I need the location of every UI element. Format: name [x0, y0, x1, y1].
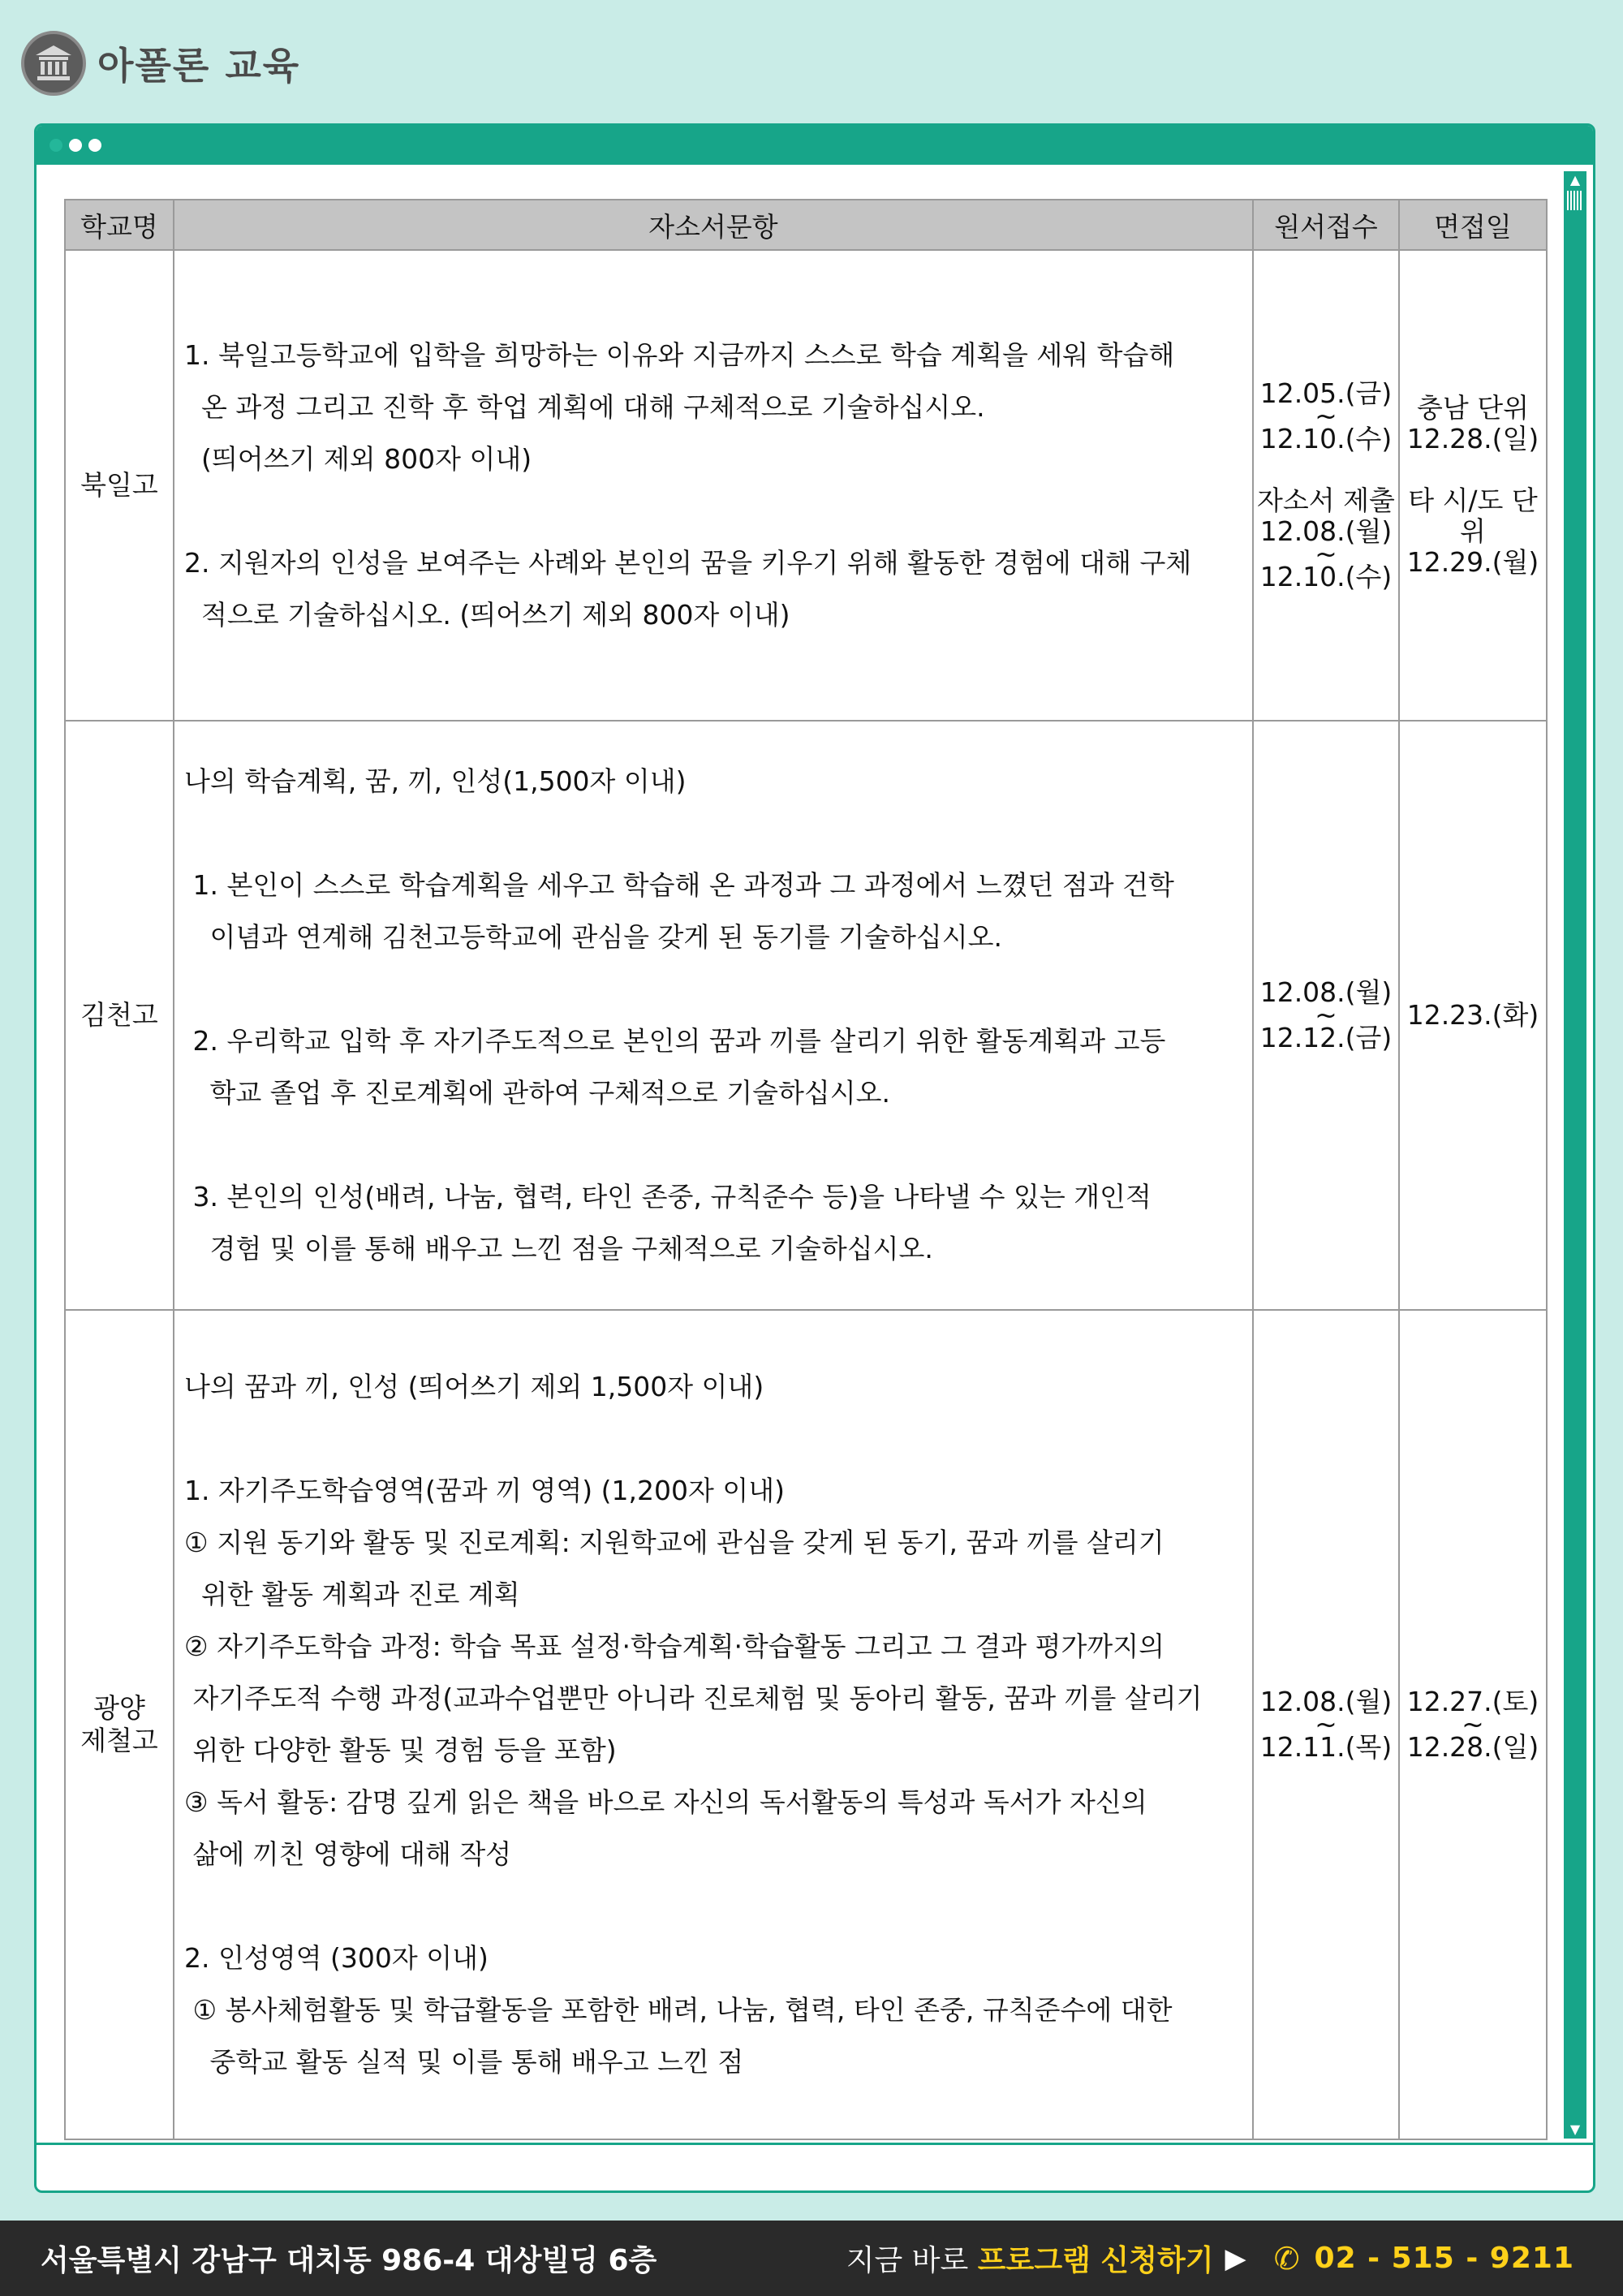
application-date	[1254, 454, 1398, 485]
question-line: 2. 인성영역 (300자 이내)	[184, 1942, 489, 1974]
header-questions: 자소서문항	[174, 200, 1253, 250]
question-line: 1. 자기주도학습영역(꿈과 끼 영역) (1,200자 이내)	[184, 1475, 785, 1506]
question-line: 삶에 끼친 영향에 대해 작성	[184, 1838, 512, 1870]
window-dot-icon	[69, 139, 82, 152]
scroll-up-icon[interactable]: ▲	[1569, 172, 1581, 187]
question-line: ③ 독서 활동: 감명 깊게 읽은 책을 바으로 자신의 독서활동의 특성과 독서가 자신의	[184, 1786, 1147, 1818]
cta-highlight: 프로그램 신청하기	[977, 2244, 1214, 2277]
admission-table	[64, 199, 1548, 2140]
school-name: 광양	[93, 1692, 145, 1724]
question-line	[184, 1880, 1239, 1932]
scroll-thumb[interactable]	[1567, 191, 1583, 210]
interview-date: 12.23.(화)	[1406, 999, 1539, 1031]
application-date: 12.08.(월)	[1259, 515, 1393, 547]
question-line: 중학교 활동 실적 및 이를 통해 배우고 느낀 점	[184, 2046, 744, 2078]
header-school: 학교명	[65, 200, 174, 250]
header-interview: 면접일	[1399, 200, 1547, 250]
content-window	[34, 123, 1595, 2193]
header-application: 원서접수	[1253, 200, 1399, 250]
interview-date: 타 시/도 단위	[1408, 485, 1538, 547]
school-name-cell	[65, 721, 174, 1310]
question-line: 온 과정 그리고 진학 후 학업 계획에 대해 구체적으로 기술하십시오.	[184, 391, 985, 423]
play-arrow-icon[interactable]: ▶	[1225, 2242, 1246, 2275]
question-line: 1. 북일고등학교에 입학을 희망하는 이유와 지금까지 스스로 학습 계획을 세워 학습해	[184, 339, 1175, 371]
table-row	[65, 250, 1547, 721]
question-line: 이념과 연계해 김천고등학교에 관심을 갖게 된 동기를 기술하십시오.	[184, 921, 1002, 953]
interview-date: 12.28.(일)	[1406, 1731, 1539, 1763]
window-dot-icon	[88, 139, 101, 152]
interview-date: 12.27.(토)	[1406, 1686, 1539, 1717]
application-date: ~	[1315, 1708, 1337, 1740]
interview-date: 12.28.(일)	[1406, 423, 1539, 454]
question-line	[184, 485, 1239, 537]
application-date: 12.05.(금)	[1259, 377, 1393, 409]
table-header-row	[65, 200, 1547, 250]
brand-name: 아폴론 교육	[97, 44, 301, 88]
interview-cell	[1399, 721, 1547, 1310]
interview-date: 충남 단위	[1416, 392, 1529, 424]
school-name: 김천고	[80, 999, 158, 1031]
application-date: 12.10.(수)	[1259, 423, 1393, 454]
interview-date: 12.29.(월)	[1406, 546, 1539, 578]
school-name: 제철고	[80, 1725, 158, 1756]
cta-prefix: 지금 바로	[846, 2244, 978, 2277]
application-date: 12.11.(목)	[1259, 1731, 1393, 1763]
interview-cell	[1399, 1310, 1547, 2139]
question-line: (띄어쓰기 제외 800자 이내)	[184, 443, 532, 475]
apply-program-link[interactable]	[846, 2238, 1214, 2279]
questions-cell	[174, 721, 1253, 1310]
table-row	[65, 1310, 1547, 2139]
phone-icon: ✆	[1273, 2240, 1300, 2277]
temple-emblem-icon	[21, 31, 86, 96]
brand[interactable]	[21, 31, 300, 96]
application-date: ~	[1315, 400, 1337, 432]
question-line: 경험 및 이를 통해 배우고 느낀 점을 구체적으로 기술하십시오.	[184, 1233, 933, 1264]
school-name-cell	[65, 250, 174, 721]
question-line: ① 봉사체험활동 및 학급활동을 포함한 배려, 나눔, 협력, 타인 존중, 규칙준수에 대한	[184, 1994, 1173, 2026]
question-line	[184, 808, 1239, 859]
footer-bar	[0, 2221, 1623, 2296]
questions-cell	[174, 250, 1253, 721]
question-line: 학교 졸업 후 진로계획에 관하여 구체적으로 기술하십시오.	[184, 1077, 890, 1109]
question-line: 나의 꿈과 끼, 인성 (띄어쓰기 제외 1,500자 이내)	[184, 1371, 764, 1402]
school-name-cell	[65, 1310, 174, 2139]
window-content	[37, 165, 1593, 2145]
question-line: 위한 다양한 활동 및 경험 등을 포함)	[184, 1734, 617, 1766]
application-date: ~	[1315, 538, 1337, 570]
window-dot-icon	[50, 139, 62, 152]
application-date: 12.10.(수)	[1259, 561, 1393, 592]
question-line: 1. 본인이 스스로 학습계획을 세우고 학습해 온 과정과 그 과정에서 느꼈던 점과 건학	[184, 869, 1174, 901]
application-cell	[1253, 250, 1399, 721]
questions-cell	[174, 1310, 1253, 2139]
application-date: 자소서 제출	[1257, 485, 1395, 516]
application-date: 12.08.(월)	[1259, 1686, 1393, 1717]
question-line	[184, 963, 1239, 1015]
question-line: 적으로 기술하십시오. (띄어쓰기 제외 800자 이내)	[184, 599, 790, 631]
question-line: 2. 지원자의 인성을 보여주는 사례와 본인의 꿈을 키우기 위해 활동한 경험에 대해 구체	[184, 547, 1192, 579]
question-line: ① 지원 동기와 활동 및 진로계획: 지원학교에 관심을 갖게 된 동기, 꿈과 끼를 살리기	[184, 1527, 1165, 1558]
application-date: 12.08.(월)	[1259, 976, 1393, 1008]
scroll-down-icon[interactable]: ▼	[1569, 2122, 1581, 2137]
application-date: 12.12.(금)	[1259, 1022, 1393, 1053]
question-line	[184, 1413, 1239, 1465]
interview-date	[1400, 454, 1546, 485]
interview-cell	[1399, 250, 1547, 721]
question-line: 위한 활동 계획과 진로 계획	[184, 1579, 520, 1610]
question-line: 3. 본인의 인성(배려, 나눔, 협력, 타인 존중, 규칙준수 등)을 나타낼 수 있는 개인적	[184, 1181, 1152, 1213]
application-cell	[1253, 1310, 1399, 2139]
window-titlebar	[37, 126, 1593, 165]
question-line	[184, 1119, 1239, 1171]
application-cell	[1253, 721, 1399, 1310]
footer-address: 서울특별시 강남구 대치동 986-4 대상빌딩 6층	[41, 2244, 657, 2277]
interview-date: ~	[1462, 1708, 1484, 1740]
question-line: ② 자기주도학습 과정: 학습 목표 설정·학습계획·학습활동 그리고 그 결과 평가까지의	[184, 1630, 1165, 1662]
application-date: ~	[1315, 999, 1337, 1031]
question-line: 2. 우리학교 입학 후 자기주도적으로 본인의 꿈과 끼를 살리기 위한 활동계획과 고등	[184, 1025, 1166, 1057]
scrollbar[interactable]	[1564, 171, 1586, 2139]
school-name: 북일고	[80, 469, 158, 501]
phone-number[interactable]: 02 - 515 - 9211	[1314, 2242, 1574, 2275]
question-line: 자기주도적 수행 과정(교과수업뿐만 아니라 진로체험 및 동아리 활동, 꿈과 끼를 살리기	[184, 1682, 1203, 1714]
table-row	[65, 721, 1547, 1310]
question-line: 나의 학습계획, 꿈, 끼, 인성(1,500자 이내)	[184, 765, 687, 797]
